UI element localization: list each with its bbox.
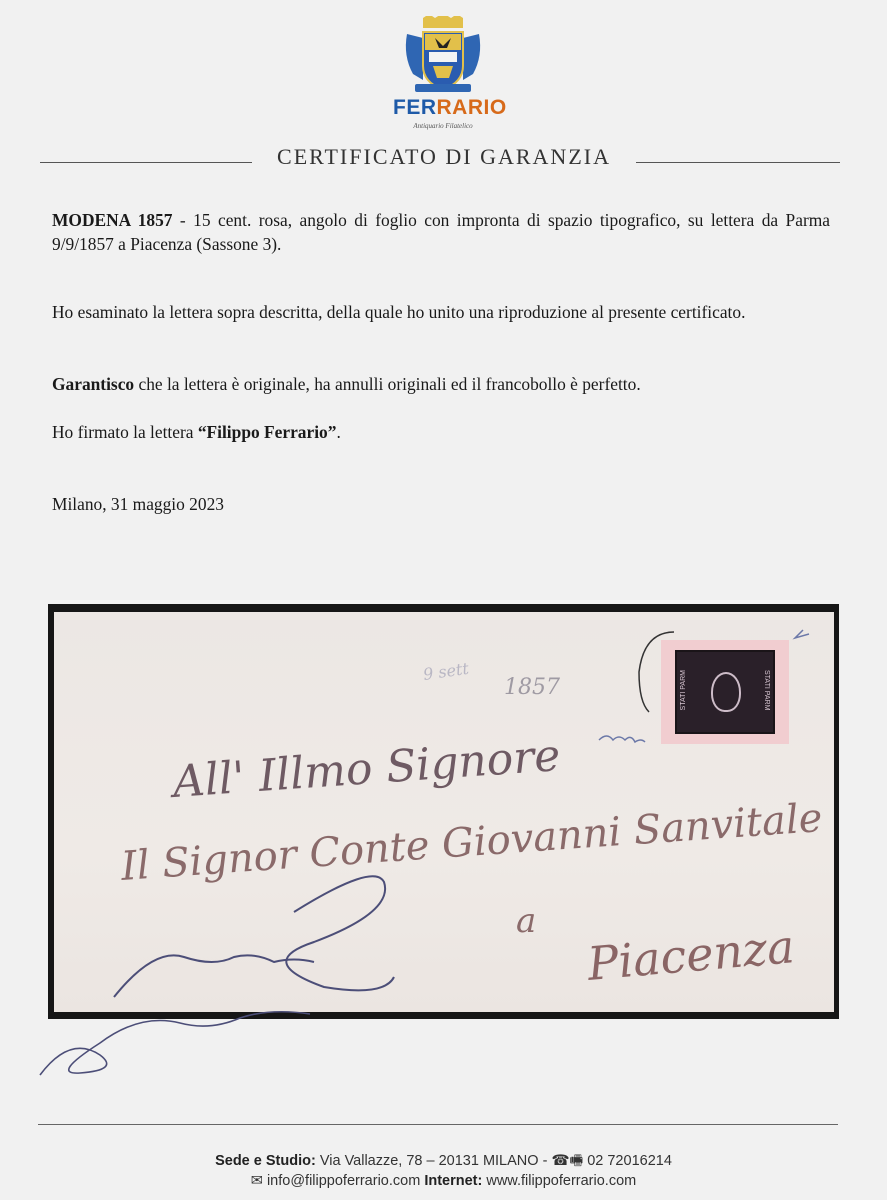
brand-part1: FER xyxy=(393,96,437,119)
description-text: - 15 cent. rosa, angolo di foglio con impronta di spazio tipografico, su lettera da Parma 9/9/1857 a Piacenza (Sassone 3). xyxy=(52,210,830,254)
envelope-icon: ✉ xyxy=(250,1173,263,1189)
footer-phone: 02 72016214 xyxy=(583,1153,672,1169)
coat-of-arms-icon xyxy=(393,16,493,96)
address-line1: All' Illmo Signore xyxy=(171,730,562,808)
signature-end: . xyxy=(336,422,341,442)
address-line2: Il Signor Conte Giovanni Sanvitale xyxy=(119,795,824,890)
letter-paper xyxy=(54,612,834,1012)
examined-paragraph: Ho esaminato la lettera sopra descritta, della quale ho unito una riproduzione al presente certificato. xyxy=(52,302,746,322)
certifier-signature xyxy=(30,990,330,1090)
address-line3: a xyxy=(516,901,537,941)
stamp-text-right: STATI PARM xyxy=(763,670,770,711)
stamp-design xyxy=(675,650,775,734)
letter-image xyxy=(48,604,839,1019)
ferrario-logo xyxy=(393,16,507,130)
footer-contact-line xyxy=(0,1173,887,1189)
logo-tagline: Antiquario Filatelico xyxy=(413,122,473,130)
title-rule-right xyxy=(636,162,840,163)
guarantee-text: che la lettera è originale, ha annulli originali ed il francobollo è perfetto. xyxy=(134,374,641,394)
description-lead: MODENA 1857 xyxy=(52,210,173,230)
title-rule-left xyxy=(40,162,252,163)
footer-internet-label: Internet: xyxy=(424,1173,483,1189)
postage-stamp xyxy=(661,640,789,744)
description-paragraph xyxy=(52,208,830,256)
fleur-de-lis-icon xyxy=(711,672,741,712)
brand-part2: RARIO xyxy=(436,96,507,119)
footer-address-line xyxy=(0,1150,887,1175)
address-line4: Piacenza xyxy=(585,919,797,991)
telephone-fax-icon: ☎🖷 xyxy=(551,1153,584,1169)
guarantee-paragraph xyxy=(52,372,830,396)
logo-brand-name xyxy=(393,96,507,120)
year-note: 1857 xyxy=(504,675,560,700)
pencil-note: 9 sett xyxy=(421,658,470,684)
signature-name: “Filippo Ferrario” xyxy=(197,422,337,442)
footer-label: Sede e Studio: xyxy=(215,1153,316,1169)
footer-rule xyxy=(38,1124,838,1125)
footer-address: Via Vallazze, 78 – 20131 MILANO - xyxy=(315,1153,552,1169)
signature-text: Ho firmato la lettera xyxy=(52,422,198,442)
stamp-text-left: STATI PARM xyxy=(680,670,687,711)
certificate-title: CERTIFICATO DI GARANZIA xyxy=(277,144,611,169)
footer-email[interactable]: info@filippoferrario.com xyxy=(262,1173,425,1189)
signature-paragraph xyxy=(52,420,830,444)
place-date: Milano, 31 maggio 2023 xyxy=(52,494,224,514)
footer-website[interactable]: www.filippoferrario.com xyxy=(482,1173,637,1189)
guarantee-lead: Garantisco xyxy=(52,374,135,394)
